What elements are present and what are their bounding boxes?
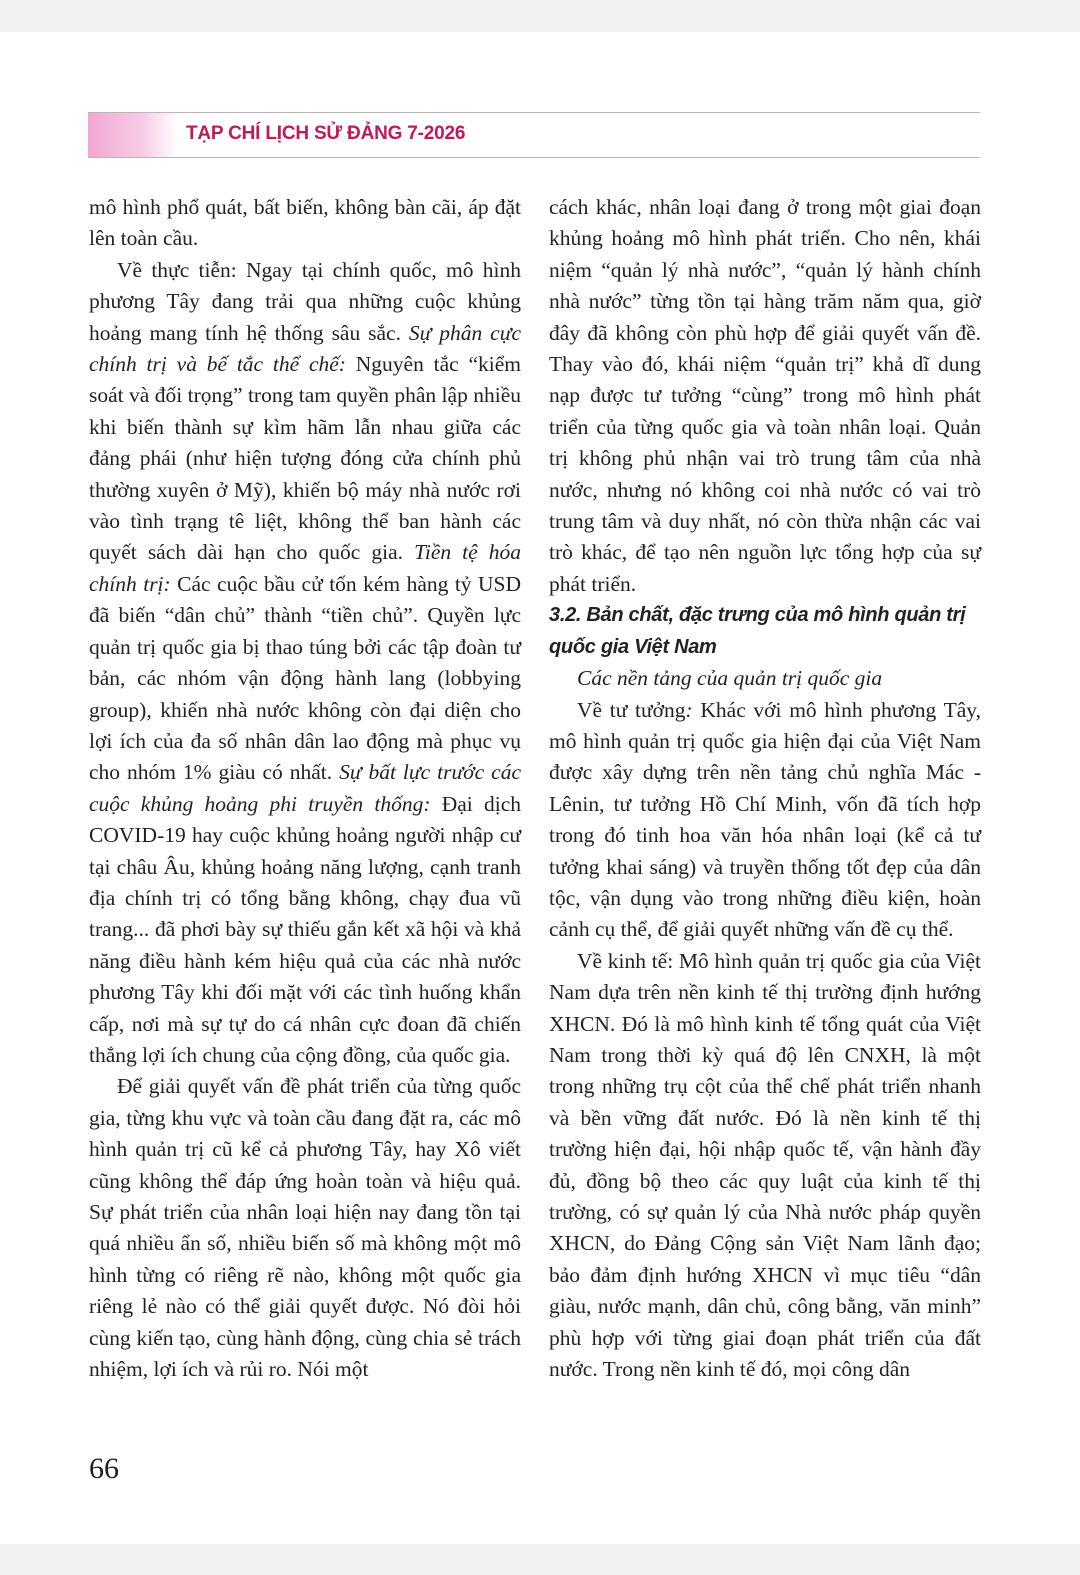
subsection-heading: Các nền tảng của quản trị quốc gia <box>577 666 883 691</box>
journal-page <box>0 32 1080 1544</box>
running-header <box>88 112 980 158</box>
paragraph: Về kinh tế: Mô hình quản trị quốc gia của Việt Nam dựa trên nền kinh tế thị trường định hướng XHCN. Đó là mô hình kinh tế tổng quát của Việt Nam trong thời kỳ quá độ lên CNXH, là một trong những trụ cột của thể chế phát triển nhanh và bền vững đất nước. Đó là nền kinh tế thị trường hiện đại, hội nhập quốc tế, vận hành đầy đủ, đồng bộ theo các quy luật của kinh tế thị trường, có sự quản lý của Nhà nước pháp quyền XHCN, do Đảng Cộng sản Việt Nam lãnh đạo; bảo đảm định hướng XHCN vì mục tiêu “dân giàu, nước mạnh, dân chủ, công bằng, văn minh” phù hợp với từng giai đoạn phát triển của đất nước. Trong nền kinh tế đó, mọi công dân <box>549 948 981 1382</box>
journal-title: TẠP CHÍ LỊCH SỬ ĐẢNG 7-2026 <box>186 123 466 144</box>
paragraph: mô hình phổ quát, bất biến, không bàn cãi, áp đặt lên toàn cầu. <box>89 195 521 251</box>
text-run: Các cuộc bầu cử tốn kém hàng tỷ USD đã biến “dân chủ” thành “tiền chủ”. Quyền lực quản trị quốc gia bị thao túng bởi các tập đoàn tư bản, các nhóm vận động hành lang (lobbying group), khiến nhà nước không còn đại diện cho lợi ích của đa số nhân dân lao động mà phục vụ cho nhóm 1% giàu có nhất. <box>89 571 522 785</box>
text-run: Đại dịch COVID-19 hay cuộc khủng hoảng người nhập cư tại châu Âu, khủng hoảng năng lượng, cạnh tranh địa chính trị có tổng bằng không, chạy đua vũ trang... đã phơi bày sự thiếu gắn kết xã hội và khả năng điều hành kém hiệu quả của các nhà nước phương Tây khi đối mặt với các tình huống khẩn cấp, nơi mà sự tự do cá nhân cực đoan đã chiến thắng lợi ích chung của cộng đồng, của quốc gia. <box>89 791 521 1067</box>
paragraph <box>549 695 981 946</box>
paragraph: Để giải quyết vấn đề phát triển của từng quốc gia, từng khu vực và toàn cầu đang đặt ra, các mô hình quản trị cũ kể cả phương Tây, hay Xô viết cũng không thể đáp ứng hoàn toàn và hiệu quả. Sự phát triển của nhân loại hiện nay đang tồn tại quá nhiều ẩn số, nhiều biến số mà không một mô hình từng có riêng rẽ nào, không một quốc gia riêng lẻ nào có thể giải quyết được. Nó đòi hỏi cùng kiến tạo, cùng hành động, cùng chia sẻ trách nhiệm, lợi ích và rủi ro. Nói một <box>89 1074 521 1382</box>
paragraph <box>89 255 521 1072</box>
paragraph: cách khác, nhân loại đang ở trong một giai đoạn khủng hoảng mô hình phát triển. Cho nên, khái niệm “quản lý nhà nước”, “quản lý hành chính nhà nước” từng tồn tại hàng trăm năm qua, giờ đây đã không còn phù hợp để giải quyết vấn đề. Thay vào đó, khái niệm “quản trị” khả dĩ dung nạp được tư tưởng “cùng” trong mô hình phát triển của từng quốc gia và toàn nhân loại. Quản trị không phủ nhận vai trò trung tâm của nhà nước, nhưng nó không coi nhà nước có vai trò trung tâm và duy nhất, nó còn thừa nhận các vai trò khác, để tạo nên nguồn lực tổng hợp của sự phát triển. <box>549 195 981 596</box>
italic-term: Sự phân cực chính trị và bế tắc thể chế: <box>89 320 521 377</box>
italic-term: Sự bất lực trước các cuộc khủng hoảng phi truyền thống: <box>89 760 521 816</box>
text-run: Về tư tưởng <box>577 697 686 722</box>
italic-colon: : <box>685 697 693 722</box>
text-run: Về thực tiễn: Ngay tại chính quốc, mô hình phương Tây đang trải qua những cuộc khủng hoảng mang tính hệ thống sâu sắc. <box>89 257 521 345</box>
text-run: Nguyên tắc “kiểm soát và đối trọng” trong tam quyền phân lập nhiều khi biến thành sự kìm hãm lẫn nhau giữa các đảng phái (như hiện tượng đóng cửa chính phủ thường xuyên ở Mỹ), khiến bộ máy nhà nước rơi vào tình trạng tê liệt, không thể ban hành các quyết sách dài hạn cho quốc gia. <box>89 352 521 565</box>
text-run: Khác với mô hình phương Tây, mô hình quản trị quốc gia hiện đại của Việt Nam được xây dựng trên nền tảng chủ nghĩa Mác - Lênin, tư tưởng Hồ Chí Minh, vốn đã tích hợp trong đó tinh hoa văn hóa nhân loại (kể cả tư tưởng khai sáng) và truyền thống tốt đẹp của dân tộc, vận dụng vào trong những điều kiện, hoàn cảnh cụ thể, để giải quyết những vấn đề cụ thể. <box>549 697 981 942</box>
section-heading: 3.2. Bản chất, đặc trưng của mô hình quản trị quốc gia Việt Nam <box>549 604 966 658</box>
page-number: 66 <box>89 1452 119 1485</box>
italic-term: Tiền tệ hóa chính trị: <box>89 540 521 596</box>
right-column <box>549 192 981 1385</box>
left-column <box>89 192 521 1385</box>
header-pink-accent <box>88 113 178 157</box>
